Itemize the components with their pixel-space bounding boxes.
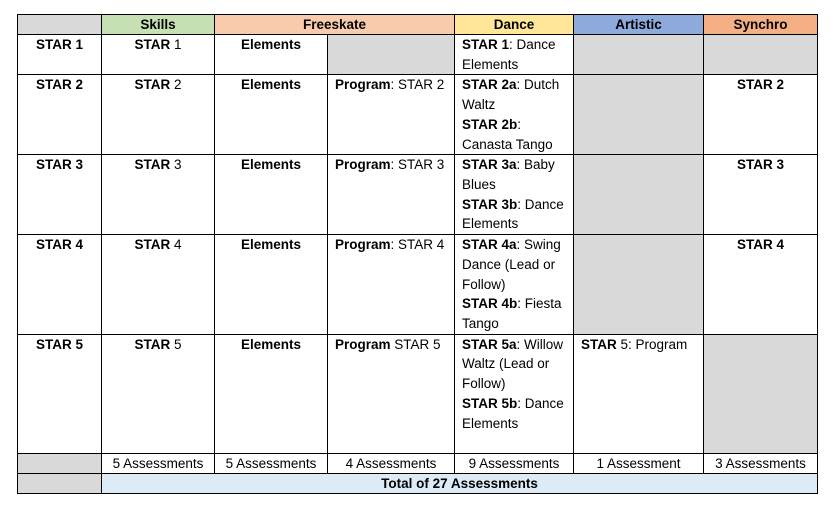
header-synchro: Synchro [704, 15, 818, 35]
dance-cell: STAR 1: Dance Elements [455, 35, 574, 75]
program-cell: Program: STAR 2 [328, 75, 455, 155]
program-cell: Program: STAR 3 [328, 155, 455, 235]
artistic-count: 1 Assessment [574, 453, 704, 473]
skills-cell: STAR 3 [102, 155, 215, 235]
elements-cell: Elements [215, 35, 328, 75]
artistic-cell-empty [574, 35, 704, 75]
dance-cell: STAR 5a: Willow Waltz (Lead or Follow) STAR 5b: Dance Elements [455, 334, 574, 453]
footer-corner [18, 453, 102, 473]
header-skills: Skills [102, 15, 215, 35]
artistic-cell-empty [574, 155, 704, 235]
header-corner [18, 15, 102, 35]
table-row [18, 75, 818, 155]
row-label: STAR 1 [18, 35, 102, 75]
header-dance: Dance [455, 15, 574, 35]
total-row [18, 473, 818, 493]
synchro-cell-empty [704, 334, 818, 453]
skills-cell: STAR 1 [102, 35, 215, 75]
artistic-cell: STAR 5: Program [574, 334, 704, 453]
header-freeskate: Freeskate [215, 15, 455, 35]
synchro-cell-empty [704, 35, 818, 75]
elements-cell: Elements [215, 155, 328, 235]
row-label: STAR 3 [18, 155, 102, 235]
program-count: 4 Assessments [328, 453, 455, 473]
star-assessment-table [17, 14, 818, 494]
skills-cell: STAR 4 [102, 235, 215, 335]
row-label: STAR 4 [18, 235, 102, 335]
table-row [18, 155, 818, 235]
dance-cell: STAR 4a: Swing Dance (Lead or Follow) STAR 4b: Fiesta Tango [455, 235, 574, 335]
skills-count: 5 Assessments [102, 453, 215, 473]
elements-cell: Elements [215, 235, 328, 335]
table-row [18, 334, 818, 453]
dance-cell: STAR 2a: Dutch Waltz STAR 2b: Canasta Tango [455, 75, 574, 155]
row-label: STAR 2 [18, 75, 102, 155]
elements-cell: Elements [215, 75, 328, 155]
total-assessments: Total of 27 Assessments [102, 473, 818, 493]
program-cell: Program: STAR 4 [328, 235, 455, 335]
artistic-cell-empty [574, 75, 704, 155]
synchro-cell: STAR 2 [704, 75, 818, 155]
elements-count: 5 Assessments [215, 453, 328, 473]
dance-cell: STAR 3a: Baby Blues STAR 3b: Dance Elements [455, 155, 574, 235]
synchro-cell: STAR 4 [704, 235, 818, 335]
total-corner [18, 473, 102, 493]
table-row [18, 235, 818, 335]
skills-cell: STAR 5 [102, 334, 215, 453]
skills-cell: STAR 2 [102, 75, 215, 155]
table-row [18, 35, 818, 75]
dance-count: 9 Assessments [455, 453, 574, 473]
program-cell: Program STAR 5 [328, 334, 455, 453]
header-row [18, 15, 818, 35]
header-artistic: Artistic [574, 15, 704, 35]
assessment-count-row [18, 453, 818, 473]
synchro-cell: STAR 3 [704, 155, 818, 235]
row-label: STAR 5 [18, 334, 102, 453]
artistic-cell-empty [574, 235, 704, 335]
synchro-count: 3 Assessments [704, 453, 818, 473]
program-cell-empty [328, 35, 455, 75]
elements-cell: Elements [215, 334, 328, 453]
